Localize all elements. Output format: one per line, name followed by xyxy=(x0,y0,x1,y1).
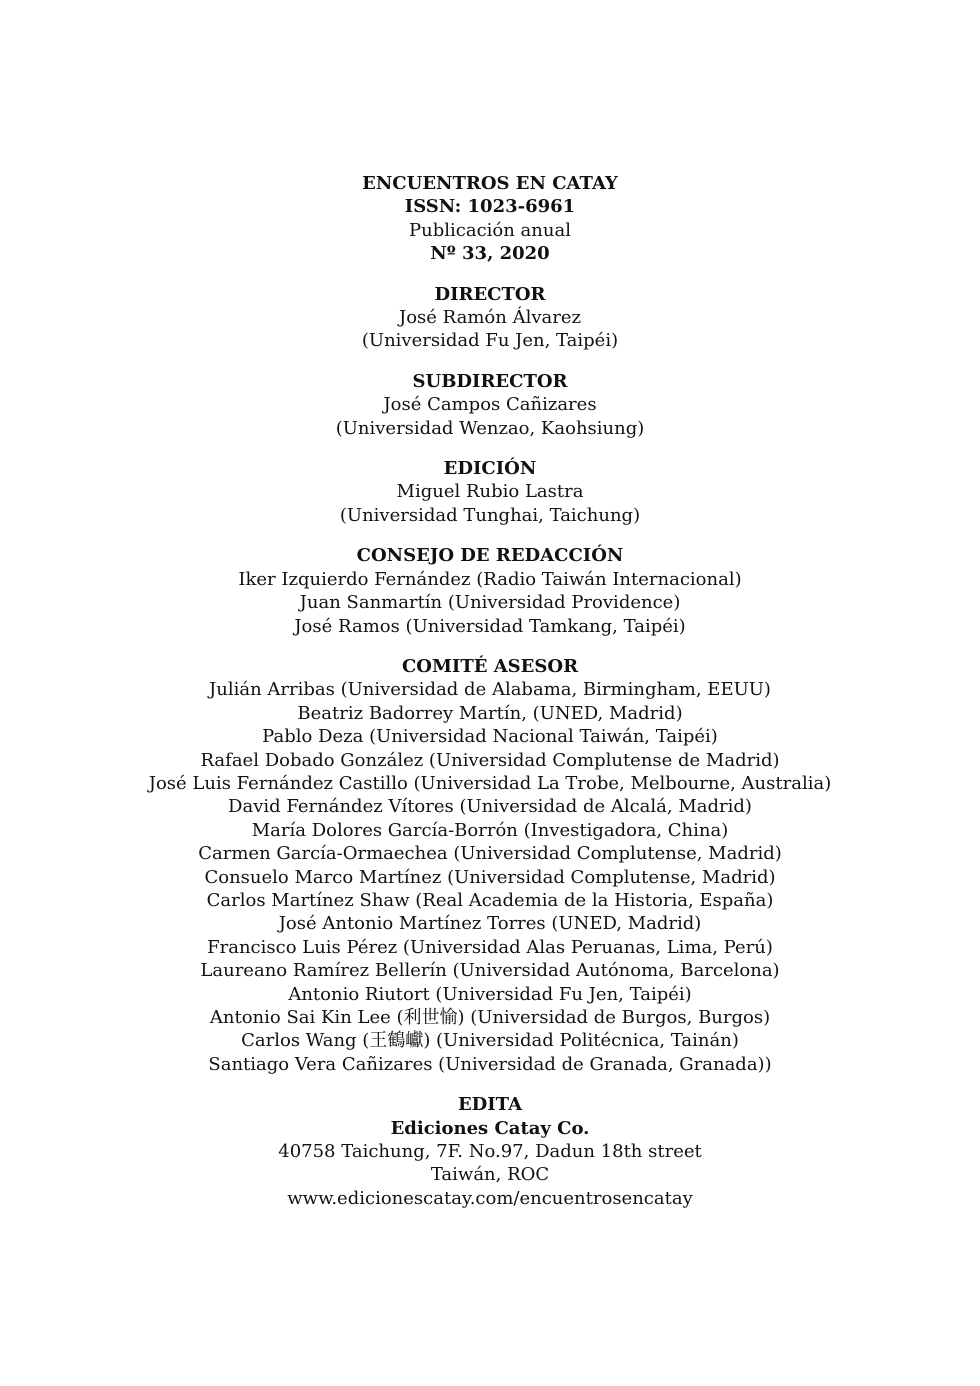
comite-member: David Fernández Vítores (Universidad de Alcalá, Madrid) xyxy=(228,796,752,818)
comite-member: Santiago Vera Cañizares (Universidad de Granada, Granada)) xyxy=(208,1053,772,1075)
comite-member: José Antonio Martínez Torres (UNED, Madrid) xyxy=(278,913,702,935)
consejo-member: Iker Izquierdo Fernández (Radio Taiwán Internacional) xyxy=(238,568,742,590)
consejo-section xyxy=(0,544,980,638)
comite-section xyxy=(0,655,980,1076)
subdirector-affiliation: (Universidad Wenzao, Kaohsiung) xyxy=(335,417,645,439)
consejo-member: Juan Sanmartín (Universidad Providence) xyxy=(299,592,681,614)
director-name: José Ramón Álvarez xyxy=(399,307,581,329)
comite-member: María Dolores García-Borrón (Investigadora, China) xyxy=(251,819,729,841)
subdirector-heading: SUBDIRECTOR xyxy=(412,370,568,392)
consejo-member: José Ramos (Universidad Tamkang, Taipéi) xyxy=(294,615,686,637)
masthead xyxy=(0,172,980,266)
comite-member: Consuelo Marco Martínez (Universidad Complutense, Madrid) xyxy=(204,866,776,888)
comite-member: Carlos Martínez Shaw (Real Academia de la Historia, España) xyxy=(206,889,774,911)
comite-member: José Luis Fernández Castillo (Universidad La Trobe, Melbourne, Australia) xyxy=(148,772,832,794)
comite-member: Beatriz Badorrey Martín, (UNED, Madrid) xyxy=(297,702,683,724)
director-section xyxy=(0,283,980,353)
publication-frequency: Publicación anual xyxy=(409,219,571,241)
publisher-address: 40758 Taichung, 7F. No.97, Dadun 18th street xyxy=(278,1141,702,1163)
comite-member: Carlos Wang (王鶴巘) (Universidad Politécnica, Tainán) xyxy=(241,1030,739,1052)
comite-heading: COMITÉ ASESOR xyxy=(401,655,579,677)
consejo-heading: CONSEJO DE REDACCIÓN xyxy=(356,545,624,567)
edicion-heading: EDICIÓN xyxy=(443,458,537,480)
spacer xyxy=(0,353,980,370)
edicion-name: Miguel Rubio Lastra xyxy=(396,481,584,503)
publisher-website: www.edicionescatay.com/encuentrosencatay xyxy=(287,1187,693,1209)
edita-section xyxy=(0,1093,980,1210)
issue-number: Nº 33, 2020 xyxy=(430,243,550,265)
credits-page xyxy=(0,172,980,1210)
edita-heading: EDITA xyxy=(457,1094,523,1116)
spacer xyxy=(0,638,980,655)
subdirector-name: José Campos Cañizares xyxy=(383,394,597,416)
comite-member: Rafael Dobado González (Universidad Complutense de Madrid) xyxy=(200,749,780,771)
comite-member: Pablo Deza (Universidad Nacional Taiwán, Taipéi) xyxy=(262,726,718,748)
edicion-section xyxy=(0,457,980,527)
publisher-name: Ediciones Catay Co. xyxy=(390,1117,590,1139)
comite-member: Antonio Sai Kin Lee (利世愉) (Universidad de Burgos, Burgos) xyxy=(209,1007,771,1028)
issn: ISSN: 1023-6961 xyxy=(404,196,576,218)
journal-title: ENCUENTROS EN CATAY xyxy=(362,173,618,194)
director-heading: DIRECTOR xyxy=(434,283,546,305)
spacer xyxy=(0,266,980,283)
spacer xyxy=(0,527,980,544)
comite-member: Carmen García-Ormaechea (Universidad Complutense, Madrid) xyxy=(198,843,782,865)
spacer xyxy=(0,1076,980,1093)
comite-member: Laureano Ramírez Bellerín (Universidad Autónoma, Barcelona) xyxy=(200,960,780,982)
director-affiliation: (Universidad Fu Jen, Taipéi) xyxy=(361,330,619,352)
edicion-affiliation: (Universidad Tunghai, Taichung) xyxy=(339,504,641,526)
comite-member: Francisco Luis Pérez (Universidad Alas Peruanas, Lima, Perú) xyxy=(207,936,773,958)
comite-member: Julián Arribas (Universidad de Alabama, Birmingham, EEUU) xyxy=(209,679,771,701)
publisher-country: Taiwán, ROC xyxy=(430,1164,550,1186)
subdirector-section xyxy=(0,370,980,440)
spacer xyxy=(0,440,980,457)
comite-member: Antonio Riutort (Universidad Fu Jen, Taipéi) xyxy=(288,983,692,1005)
